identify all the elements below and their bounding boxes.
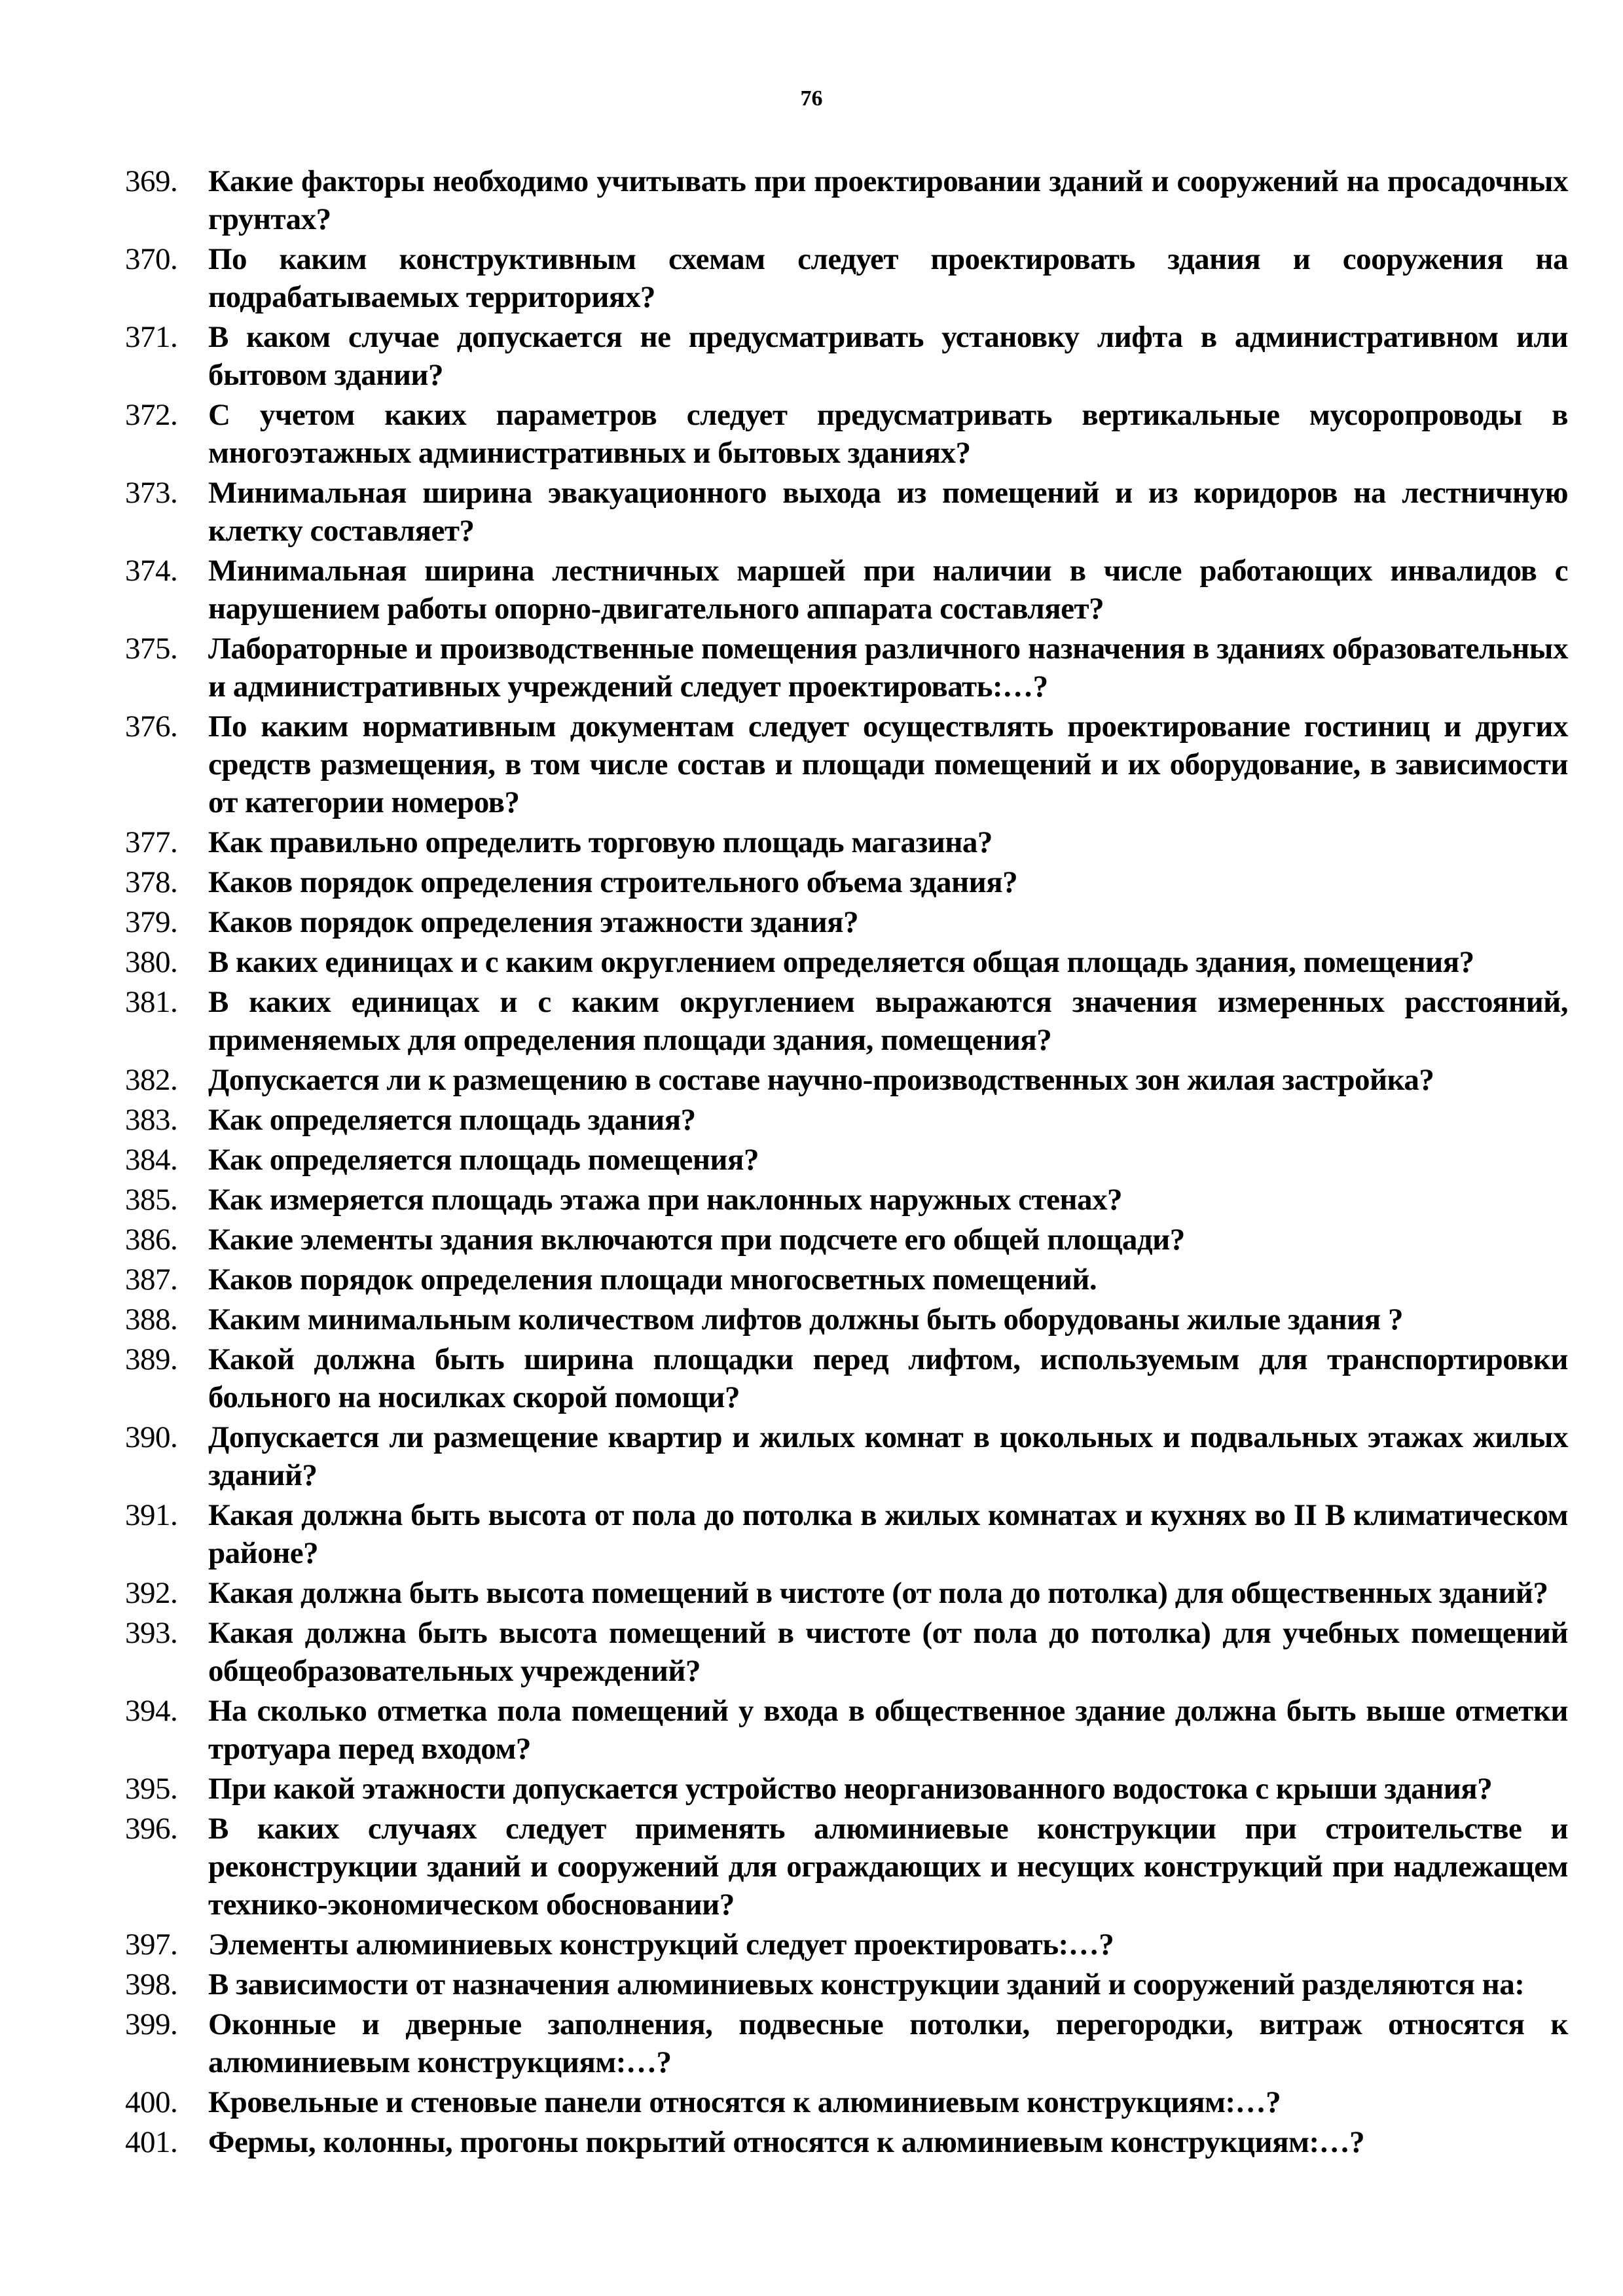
question-number: 393.: [125, 1616, 178, 1650]
question-item: [0, 318, 1623, 394]
question-text: В каком случае допускается не предусматривать установку лифта в административном или бытовом здании?: [208, 320, 1568, 392]
question-text: Каков порядок определения площади многосветных помещений.: [208, 1263, 1097, 1297]
question-item: [0, 1340, 1623, 1416]
question-text: Фермы, колонны, прогоны покрытий относятся к алюминиевым конструкциям:…?: [208, 2125, 1365, 2159]
question-item: [0, 1496, 1623, 1572]
question-number: 377.: [125, 825, 178, 859]
question-number: 376.: [125, 709, 178, 744]
question-text: Как определяется площадь здания?: [208, 1103, 696, 1137]
question-item: [0, 983, 1623, 1059]
question-item: [0, 2083, 1623, 2121]
question-item: [0, 1614, 1623, 1690]
question-item: [0, 943, 1623, 981]
question-text: Минимальная ширина эвакуационного выхода из помещений и из коридоров на лестничную клетку составляет?: [208, 476, 1568, 548]
question-number: 380.: [125, 945, 178, 979]
question-text: Какая должна быть высота помещений в чистоте (от пола до потолка) для общественных зданий?: [208, 1576, 1548, 1610]
question-item: [0, 2005, 1623, 2081]
question-text: Допускается ли размещение квартир и жилых комнат в цокольных и подвальных этажах жилых зданий?: [208, 1420, 1568, 1492]
question-text: Какие элементы здания включаются при подсчете его общей площади?: [208, 1223, 1185, 1257]
question-number: 379.: [125, 905, 178, 939]
question-text: Какая должна быть высота от пола до потолка в жилых комнатах и кухнях во II В климатическом районе?: [208, 1498, 1568, 1570]
question-item: [0, 552, 1623, 628]
question-text: Каков порядок определения этажности здания?: [208, 905, 859, 939]
question-text: Оконные и дверные заполнения, подвесные потолки, перегородки, витраж относятся к алюминиевым конструкциям:…?: [208, 2007, 1568, 2079]
question-text: Как правильно определить торговую площадь магазина?: [208, 825, 993, 859]
question-text: На сколько отметка пола помещений у входа в общественное здание должна быть выше отметки тротуара перед входом?: [208, 1694, 1568, 1766]
question-item: [0, 2123, 1623, 2161]
question-number: 401.: [125, 2125, 178, 2159]
question-item: [0, 630, 1623, 706]
question-number: 392.: [125, 1576, 178, 1610]
question-text: Элементы алюминиевых конструкций следует проектировать:…?: [208, 1928, 1114, 1962]
question-text: По каким нормативным документам следует осуществлять проектирование гостиниц и других средств размещения, в том числе состав и площади помещений и их оборудование, в зависимости от категории номеров?: [208, 709, 1568, 819]
question-number: 369.: [125, 164, 178, 198]
question-text: С учетом каких параметров следует предусматривать вертикальные мусоропроводы в многоэтажных административных и бытовых зданиях?: [208, 398, 1568, 470]
question-text: Допускается ли к размещению в составе научно-производственных зон жилая застройка?: [208, 1063, 1434, 1097]
question-number: 374.: [125, 554, 178, 588]
question-item: [0, 1181, 1623, 1219]
question-number: 387.: [125, 1263, 178, 1297]
question-number: 399.: [125, 2007, 178, 2041]
question-item: [0, 240, 1623, 316]
question-number: 372.: [125, 398, 178, 432]
question-text: Какой должна быть ширина площадки перед лифтом, используемым для транспортировки больного на носилках скорой помощи?: [208, 1342, 1568, 1414]
question-item: [0, 823, 1623, 861]
question-text: Как определяется площадь помещения?: [208, 1143, 759, 1177]
question-number: 398.: [125, 1967, 178, 2001]
question-text: Лабораторные и производственные помещения различного назначения в зданиях образовательных и административных учреждений следует проектировать:…?: [208, 632, 1568, 704]
question-number: 373.: [125, 476, 178, 510]
question-text: Кровельные и стеновые панели относятся к алюминиевым конструкциям:…?: [208, 2085, 1281, 2119]
question-item: [0, 1101, 1623, 1139]
question-item: [0, 1770, 1623, 1808]
question-number: 375.: [125, 632, 178, 666]
question-text: Какая должна быть высота помещений в чистоте (от пола до потолка) для учебных помещений общеобразовательных учреждений?: [208, 1616, 1568, 1688]
question-item: [0, 903, 1623, 941]
question-text: Минимальная ширина лестничных маршей при наличии в числе работающих инвалидов с нарушением работы опорно-двигательного аппарата составляет?: [208, 554, 1568, 626]
question-item: [0, 1261, 1623, 1299]
question-item: [0, 1965, 1623, 2003]
question-item: [0, 1300, 1623, 1338]
question-number: 391.: [125, 1498, 178, 1532]
question-item: [0, 708, 1623, 821]
question-number: 394.: [125, 1694, 178, 1728]
question-number: 378.: [125, 865, 178, 899]
question-number: 384.: [125, 1143, 178, 1177]
question-text: При какой этажности допускается устройство неорганизованного водостока с крыши здания?: [208, 1772, 1493, 1806]
question-item: [0, 396, 1623, 472]
question-number: 385.: [125, 1183, 178, 1217]
question-text: В каких единицах и с каким округлением выражаются значения измеренных расстояний, применяемых для определения площади здания, помещения?: [208, 985, 1568, 1057]
question-number: 382.: [125, 1063, 178, 1097]
question-text: Каким минимальным количеством лифтов должны быть оборудованы жилые здания ?: [208, 1302, 1403, 1336]
question-item: [0, 1141, 1623, 1179]
question-number: 389.: [125, 1342, 178, 1376]
question-number: 395.: [125, 1772, 178, 1806]
question-text: В каких случаях следует применять алюминиевые конструкции при строительстве и реконструкции зданий и сооружений для ограждающих и несущих конструкций при надлежащем технико-экономическом обосновании?: [208, 1812, 1568, 1922]
question-number: 386.: [125, 1223, 178, 1257]
question-item: [0, 162, 1623, 238]
question-number: 400.: [125, 2085, 178, 2119]
question-number: 396.: [125, 1812, 178, 1846]
question-item: [0, 1221, 1623, 1259]
question-item: [0, 1926, 1623, 1964]
question-item: [0, 1574, 1623, 1612]
question-text: Какие факторы необходимо учитывать при проектировании зданий и сооружений на просадочных грунтах?: [208, 164, 1568, 236]
page-number: 76: [800, 86, 823, 111]
question-text: Как измеряется площадь этажа при наклонных наружных стенах?: [208, 1183, 1123, 1217]
question-number: 388.: [125, 1302, 178, 1336]
question-number: 370.: [125, 242, 178, 276]
question-text: Каков порядок определения строительного объема здания?: [208, 865, 1018, 899]
question-number: 383.: [125, 1103, 178, 1137]
question-text: В зависимости от назначения алюминиевых конструкции зданий и сооружений разделяются на:: [208, 1967, 1525, 2001]
question-number: 390.: [125, 1420, 178, 1454]
question-item: [0, 474, 1623, 550]
question-number: 381.: [125, 985, 178, 1019]
question-item: [0, 1810, 1623, 1924]
question-item: [0, 863, 1623, 901]
question-number: 371.: [125, 320, 178, 354]
question-item: [0, 1692, 1623, 1768]
question-text: По каким конструктивным схемам следует проектировать здания и сооружения на подрабатываемых территориях?: [208, 242, 1568, 314]
question-number: 397.: [125, 1928, 178, 1962]
question-list: [0, 162, 1623, 2163]
question-item: [0, 1061, 1623, 1099]
question-text: В каких единицах и с каким округлением определяется общая площадь здания, помещения?: [208, 945, 1474, 979]
question-item: [0, 1418, 1623, 1494]
